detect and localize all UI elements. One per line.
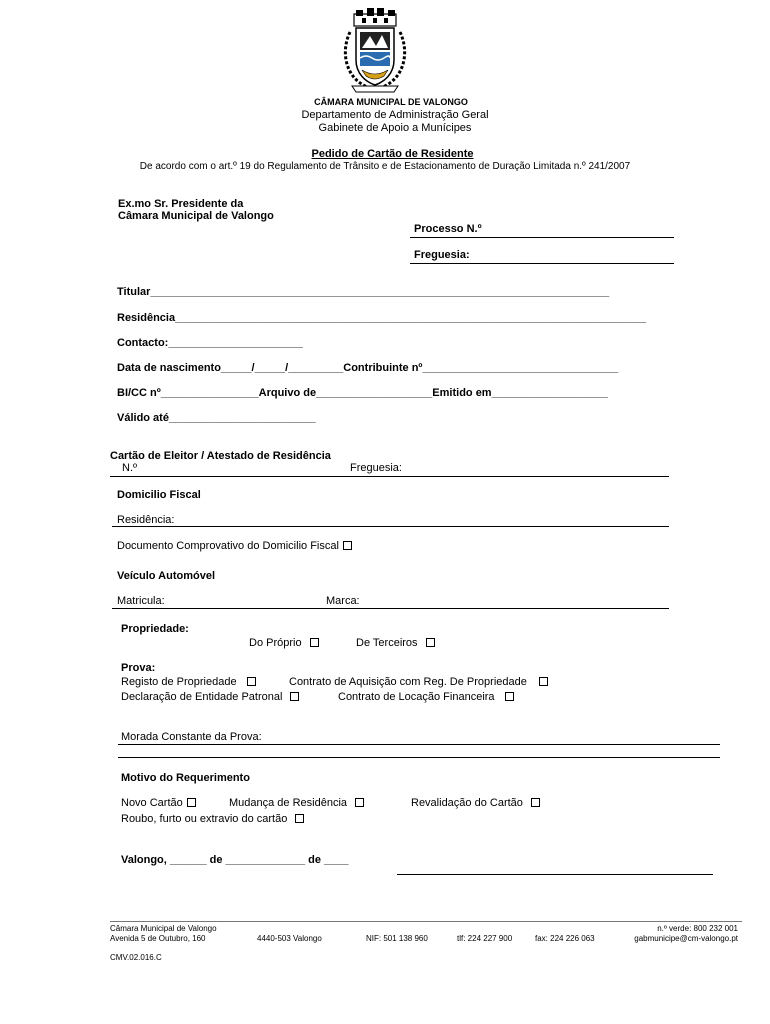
mudanca-checkbox[interactable] (355, 798, 364, 807)
contacto-field[interactable]: Contacto:______________________ (117, 337, 303, 349)
footer-fax: fax: 224 226 063 (535, 934, 595, 943)
roubo-checkbox[interactable] (295, 814, 304, 823)
domicilio-residencia-line[interactable] (112, 526, 669, 527)
coat-of-arms-logo (340, 8, 410, 94)
contrato-locacao-checkbox[interactable] (505, 692, 514, 701)
contrato-locacao-label: Contrato de Locação Financeira (338, 691, 495, 703)
registo-checkbox[interactable] (247, 677, 256, 686)
form-title: Pedido de Cartão de Residente (311, 148, 474, 160)
matricula-label: Matricula: (117, 595, 165, 607)
footer-divider (110, 921, 742, 922)
motivo-revalidacao (411, 797, 540, 809)
prova-contrato-locacao (338, 691, 514, 703)
prova-registo (121, 676, 256, 688)
contrato-aquisicao-checkbox[interactable] (539, 677, 548, 686)
footer-address: Avenida 5 de Outubro, 160 (110, 934, 206, 943)
eleitor-numero-label: N.º (122, 462, 138, 474)
morada-line-1[interactable] (118, 744, 720, 745)
propriedade-terceiros (356, 637, 435, 649)
footer-nif: NIF: 501 138 960 (366, 934, 428, 943)
declaracao-label: Declaração de Entidade Patronal (121, 691, 283, 703)
roubo-label: Roubo, furto ou extravio do cartão (121, 813, 288, 825)
domicilio-residencia-label: Residência: (117, 514, 175, 526)
prova-contrato-aquisicao (289, 676, 548, 688)
nascimento-contribuinte-field[interactable]: Data de nascimento_____/_____/_________Contribuinte nº________________________________ (117, 362, 619, 374)
motivo-mudanca (229, 797, 364, 809)
addressee-line1: Ex.mo Sr. Presidente da (118, 198, 244, 210)
footer-tlf: tlf: 224 227 900 (457, 934, 513, 943)
addressee-line2: Câmara Municipal de Valongo (118, 210, 274, 222)
institution-name: CÂMARA MUNICIPAL DE VALONGO (314, 97, 468, 107)
declaracao-checkbox[interactable] (290, 692, 299, 701)
form-subtitle: De acordo com o art.º 19 do Regulamento de Trânsito e de Estacionamento de Duração Limitada n.º 241/2007 (139, 161, 631, 172)
revalidacao-label: Revalidação do Cartão (411, 797, 523, 809)
bicc-field[interactable]: BI/CC nº________________Arquivo de___________________Emitido em___________________ (117, 387, 608, 399)
domicilio-documento-checkbox[interactable] (343, 541, 352, 550)
marca-label: Marca: (326, 595, 360, 607)
document-code: CMV.02.016.C (110, 953, 162, 962)
prova-declaracao (121, 691, 299, 703)
contrato-aquisicao-label: Contrato de Aquisição com Reg. De Propriedade (289, 676, 527, 688)
eleitor-line[interactable] (110, 476, 669, 477)
motivo-roubo (121, 813, 304, 825)
morada-label: Morada Constante da Prova: (121, 731, 262, 743)
footer-name: Câmara Municipal de Valongo (110, 924, 217, 933)
mudanca-label: Mudança de Residência (229, 797, 348, 809)
propriedade-title: Propriedade: (121, 623, 189, 635)
terceiros-label: De Terceiros (356, 637, 418, 649)
valido-field[interactable]: Válido até________________________ (117, 412, 316, 424)
freguesia-process-label: Freguesia: (414, 249, 470, 261)
eleitor-freguesia-label: Freguesia: (350, 462, 402, 474)
domicilio-documento-label: Documento Comprovativo do Domicilio Fiscal (117, 540, 339, 552)
motivo-novo (121, 797, 196, 809)
domicilio-documento (117, 540, 352, 552)
motivo-title: Motivo do Requerimento (121, 772, 250, 784)
veiculo-title: Veículo Automóvel (117, 570, 216, 582)
titular-field[interactable]: Titular___________________________________________________________________________ (117, 286, 610, 298)
morada-line-2[interactable] (118, 757, 720, 758)
novo-label: Novo Cartão (121, 797, 183, 809)
residencia-field[interactable]: Residência_____________________________________________________________________________ (117, 312, 647, 324)
processo-label: Processo N.º (414, 223, 482, 235)
office-name: Gabinete de Apoio a Munícipes (318, 122, 472, 134)
footer-verde: n.º verde: 800 232 001 (657, 924, 738, 933)
registo-label: Registo de Propriedade (121, 676, 237, 688)
proprio-checkbox[interactable] (310, 638, 319, 647)
signature-line[interactable] (397, 874, 713, 875)
domicilio-title: Domicilio Fiscal (117, 489, 201, 501)
processo-line[interactable] (410, 237, 674, 238)
novo-checkbox[interactable] (187, 798, 196, 807)
freguesia-process-line[interactable] (410, 263, 674, 264)
footer-email[interactable]: gabmunicipe@cm-valongo.pt (634, 934, 738, 943)
date-line[interactable]: Valongo, ______ de _____________ de ____ (121, 854, 349, 866)
footer-postal: 4440-503 Valongo (257, 934, 322, 943)
eleitor-title: Cartão de Eleitor / Atestado de Residência (110, 450, 331, 462)
revalidacao-checkbox[interactable] (531, 798, 540, 807)
prova-title: Prova: (121, 662, 156, 674)
proprio-label: Do Próprio (249, 637, 302, 649)
propriedade-proprio (249, 637, 319, 649)
terceiros-checkbox[interactable] (426, 638, 435, 647)
veiculo-line[interactable] (112, 608, 669, 609)
department-name: Departamento de Administração Geral (301, 109, 489, 121)
